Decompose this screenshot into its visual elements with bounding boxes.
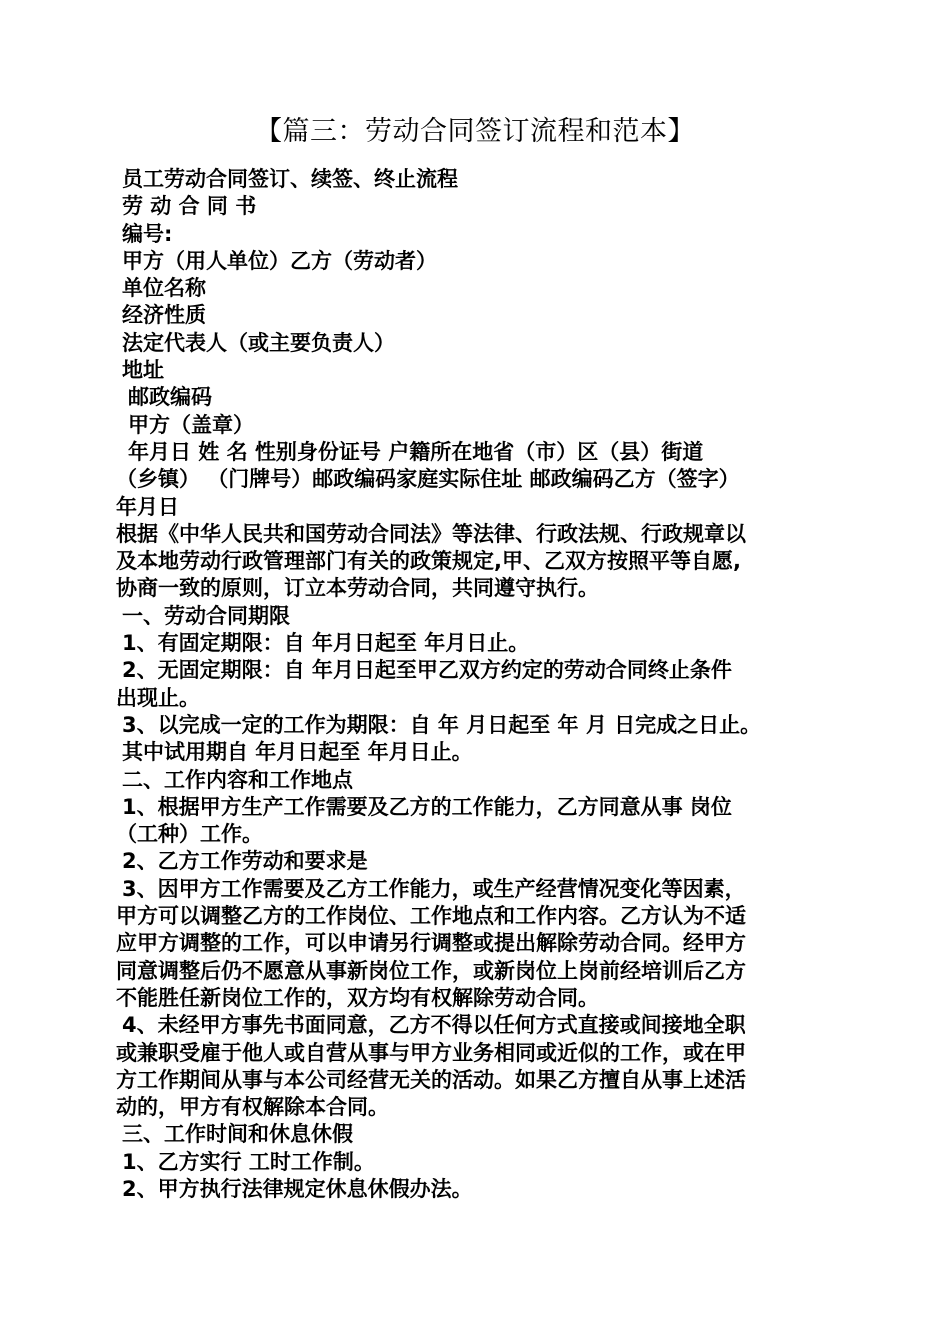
text-line: 甲方（用人单位）乙方（劳动者） [122,248,437,273]
text-line: 邮政编码 [128,385,212,410]
text-line: 甲方（盖章） [128,412,254,437]
text-line: 应甲方调整的工作，可以申请另行调整或提出解除劳动合同。经甲方 [116,931,746,956]
text-line: 二、工作内容和工作地点 [122,767,353,792]
text-line: 1、有固定期限：自 年月日起至 年月日止。 [122,631,530,656]
text-line: 1、乙方实行 工时工作制。 [122,1149,375,1174]
text-line: 根据《中华人民共和国劳动合同法》等法律、行政法规、行政规章以 [116,521,746,546]
text-line: （乡镇） （门牌号）邮政编码家庭实际住址 邮政编码乙方（签字） [116,467,740,492]
text-line: （工种）工作。 [116,822,263,847]
document-title: 【篇三：劳动合同签订流程和范本】 [255,116,695,147]
text-line: 劳 动 合 同 书 [122,194,257,219]
text-line: 年月日 [116,494,179,519]
text-line: 三、工作时间和休息休假 [122,1122,353,1147]
text-line: 方工作期间从事与本公司经营无关的活动。如果乙方擅自从事上述活 [116,1067,746,1092]
text-line: 地址 [122,358,164,383]
text-line: 4、未经甲方事先书面同意，乙方不得以任何方式直接或间接地全职 [122,1013,746,1038]
text-line: 3、因甲方工作需要及乙方工作能力，或生产经营情况变化等因素， [122,876,746,901]
text-line: 或兼职受雇于他人或自营从事与甲方业务相同或近似的工作，或在甲 [116,1040,746,1065]
text-line: 2、乙方工作劳动和要求是 [122,849,368,874]
text-line: 甲方可以调整乙方的工作岗位、工作地点和工作内容。乙方认为不适 [116,904,746,929]
text-line: 3、以完成一定的工作为期限：自 年 月日起至 年 月 日完成之日止。 [122,712,762,737]
text-line: 动的，甲方有权解除本合同。 [116,1095,389,1120]
text-line: 不能胜任新岗位工作的，双方均有权解除劳动合同。 [116,985,599,1010]
text-line: 同意调整后仍不愿意从事新岗位工作，或新岗位上岗前经培训后乙方 [116,958,746,983]
text-line: 单位名称 [122,276,206,301]
text-line: 及本地劳动行政管理部门有关的政策规定,甲、乙双方按照平等自愿, [116,549,741,574]
document-body [116,166,846,1203]
text-line: 出现止。 [116,685,200,710]
text-line: 2、无固定期限：自 年月日起至甲乙双方约定的劳动合同终止条件 [122,658,732,683]
text-line: 其中试用期自 年月日起至 年月日止。 [122,740,473,765]
text-line: 年月日 姓 名 性别身份证号 户籍所在地省（市）区（县）街道 [128,439,704,464]
text-line: 法定代表人（或主要负责人） [122,330,395,355]
text-line: 编号: [122,221,173,246]
text-line: 协商一致的原则，订立本劳动合同，共同遵守执行。 [116,576,599,601]
text-line: 员工劳动合同签订、续签、终止流程 [122,167,458,191]
text-line: 1、根据甲方生产工作需要及乙方的工作能力，乙方同意从事 岗位 [122,794,732,819]
text-line: 经济性质 [122,303,206,328]
text-line: 2、甲方执行法律规定休息休假办法。 [122,1176,473,1201]
text-line: 一、劳动合同期限 [122,603,290,628]
